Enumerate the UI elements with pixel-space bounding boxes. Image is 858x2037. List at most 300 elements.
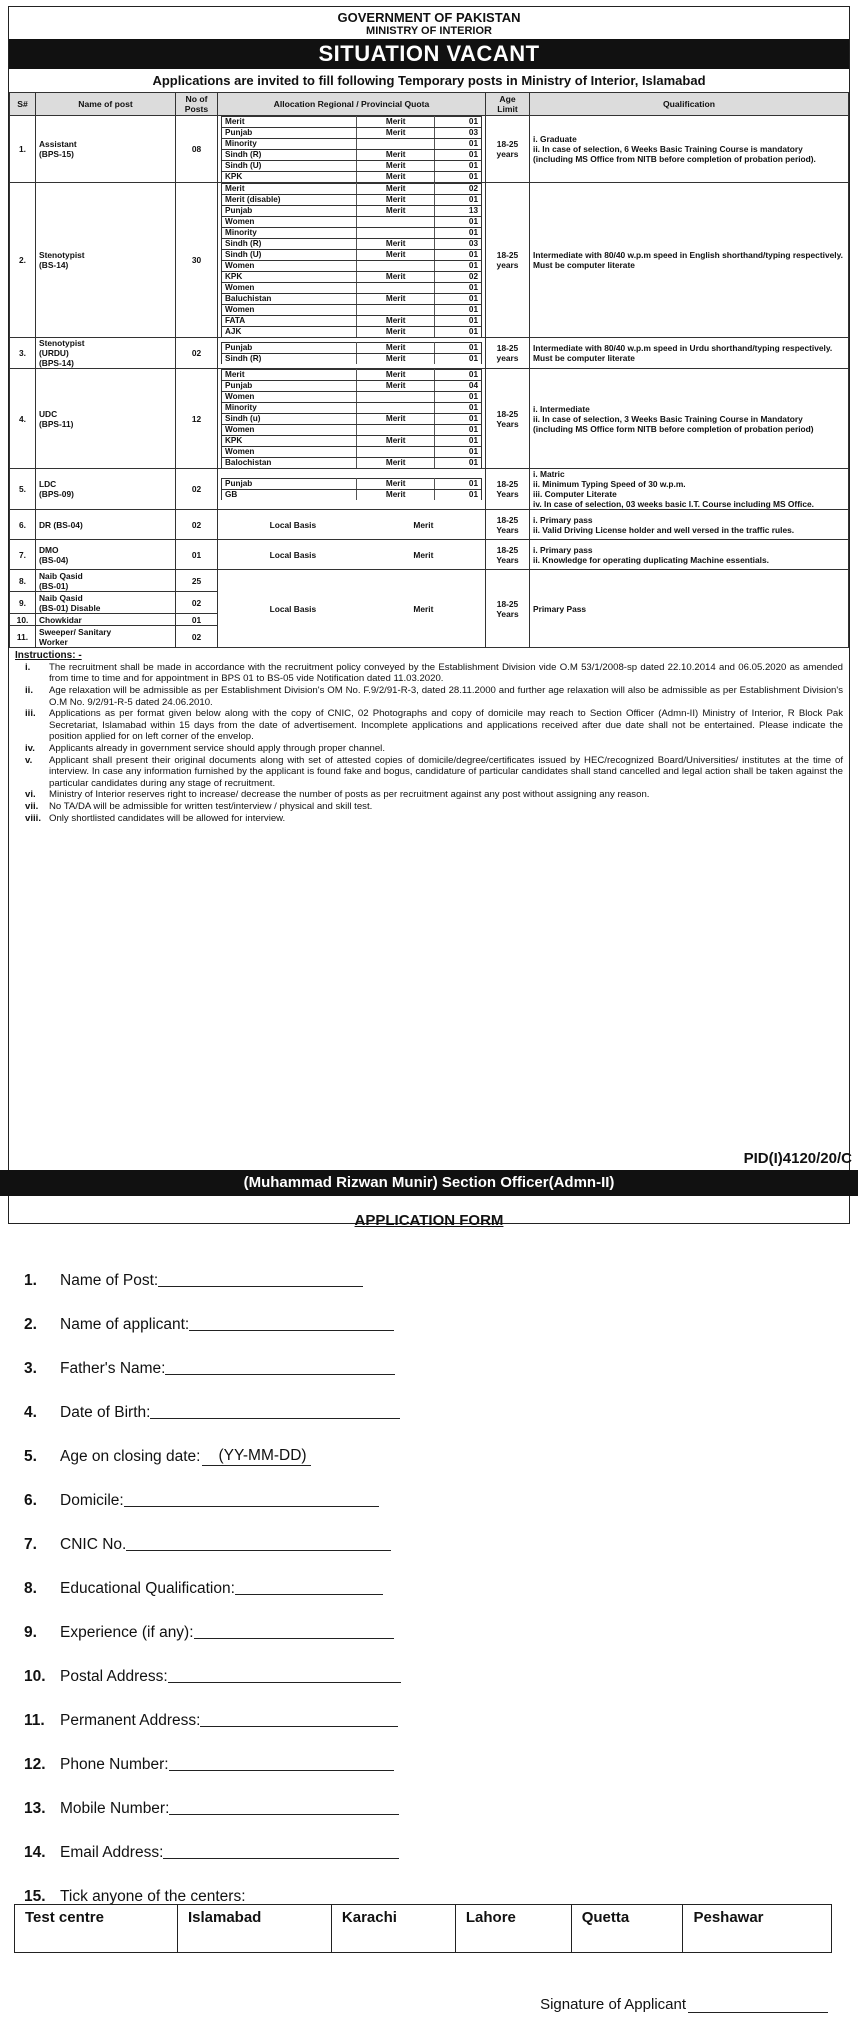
form-field-row xyxy=(24,1246,824,1290)
form-field-number: 9. xyxy=(24,1624,37,1641)
post-sn: 3. xyxy=(10,338,36,369)
post-row xyxy=(10,469,849,510)
allocation-count: 03 xyxy=(435,239,482,250)
post-count: 01 xyxy=(176,540,218,570)
allocation-region: Sindh (u) xyxy=(222,414,357,425)
form-field-label: Experience (if any): xyxy=(60,1624,194,1641)
instruction-item xyxy=(15,685,843,708)
instruction-item xyxy=(15,662,843,685)
allocation-count: 01 xyxy=(435,490,482,501)
post-sn: 8. xyxy=(10,570,36,592)
allocation-region: Women xyxy=(222,447,357,458)
allocation-basis: Merit xyxy=(357,184,435,195)
post-sn: 11. xyxy=(10,626,36,648)
allocation-count: 01 xyxy=(435,479,482,490)
allocation-count: 03 xyxy=(435,128,482,139)
post-count: 02 xyxy=(176,626,218,648)
form-field-label: Permanent Address: xyxy=(60,1712,201,1729)
allocation-line xyxy=(222,327,482,338)
instruction-item xyxy=(15,789,843,801)
posts-table xyxy=(9,92,849,648)
allocation-local: Local Basis xyxy=(269,549,317,560)
instruction-text: Ministry of Interior reserves right to increase/ decrease the number of posts as per recruitment against any post without assigning any reason. xyxy=(49,789,650,801)
post-count: 30 xyxy=(176,183,218,338)
allocation-line xyxy=(222,447,482,458)
allocation-region: AJK xyxy=(222,327,357,338)
form-field-row xyxy=(24,1334,824,1378)
allocation-basis xyxy=(357,392,435,403)
allocation-count: 01 xyxy=(435,447,482,458)
form-field-row xyxy=(24,1422,824,1466)
allocation-region: Sindh (U) xyxy=(222,161,357,172)
post-sn: 9. xyxy=(10,592,36,614)
allocation-basis xyxy=(357,261,435,272)
allocation-count: 01 xyxy=(435,250,482,261)
allocation-region: GB xyxy=(222,490,357,501)
post-age: 18-25 Years xyxy=(486,540,530,570)
allocation-local: Local Basis xyxy=(269,519,317,530)
post-row xyxy=(10,116,849,183)
allocation-cell xyxy=(218,570,486,648)
intro-text: Applications are invited to fill following Temporary posts in Ministry of Interior, Islamabad xyxy=(152,73,706,88)
post-count: 02 xyxy=(176,469,218,510)
ministry-heading: MINISTRY OF INTERIOR xyxy=(366,25,492,37)
allocation-line xyxy=(222,305,482,316)
application-form-title: APPLICATION FORM xyxy=(354,1212,504,1229)
allocation-basis: Merit xyxy=(357,436,435,447)
post-sn: 7. xyxy=(10,540,36,570)
form-field-number: 4. xyxy=(24,1404,37,1421)
signature-block xyxy=(540,1996,828,2013)
post-name: Naib Qasid (BS-01) Disable xyxy=(36,592,176,614)
allocation-line xyxy=(222,261,482,272)
centre-option[interactable]: Quetta xyxy=(571,1905,683,1953)
allocation-line xyxy=(222,272,482,283)
allocation-count: 01 xyxy=(435,294,482,305)
allocation-basis: Merit xyxy=(357,381,435,392)
allocation-merit: Merit xyxy=(413,603,434,614)
allocation-basis: Merit xyxy=(357,414,435,425)
allocation-line xyxy=(222,370,482,381)
post-name: LDC (BPS-09) xyxy=(36,469,176,510)
post-age: 18-25 Years xyxy=(486,469,530,510)
post-age: 18-25 years xyxy=(486,116,530,183)
form-field-row xyxy=(24,1818,824,1862)
post-age: 18-25 Years xyxy=(486,369,530,469)
pid-number: PID(I)4120/20/C xyxy=(743,1150,852,1167)
allocation-count: 01 xyxy=(435,370,482,381)
post-age: 18-25 years xyxy=(486,338,530,369)
centre-option[interactable]: Islamabad xyxy=(177,1905,331,1953)
col-posts: No of Posts xyxy=(176,93,218,116)
form-field-input[interactable] xyxy=(235,1581,383,1595)
allocation-count: 01 xyxy=(435,117,482,128)
instruction-number: iv. xyxy=(25,743,35,755)
allocation-basis xyxy=(357,228,435,239)
allocation-basis xyxy=(357,283,435,294)
form-field-row xyxy=(24,1686,824,1730)
form-field-row xyxy=(24,1862,824,1906)
allocation-count: 01 xyxy=(435,217,482,228)
form-field-input[interactable] xyxy=(126,1537,391,1551)
post-name: DR (BS-04) xyxy=(36,510,176,540)
allocation-count: 02 xyxy=(435,184,482,195)
post-age: 18-25 Years xyxy=(486,510,530,540)
centre-option[interactable]: Lahore xyxy=(455,1905,571,1953)
allocation-count: 01 xyxy=(435,458,482,469)
allocation-count: 01 xyxy=(435,161,482,172)
allocation-line xyxy=(222,161,482,172)
allocation-basis xyxy=(357,447,435,458)
allocation-region: Women xyxy=(222,392,357,403)
post-count: 25 xyxy=(176,570,218,592)
form-field-label: Domicile: xyxy=(60,1492,124,1509)
allocation-count: 02 xyxy=(435,272,482,283)
form-field-number: 3. xyxy=(24,1360,37,1377)
allocation-region: Women xyxy=(222,305,357,316)
form-field-number: 14. xyxy=(24,1844,46,1861)
post-sn: 10. xyxy=(10,614,36,626)
allocation-basis: Merit xyxy=(357,458,435,469)
posts-table-header xyxy=(10,93,849,116)
allocation-region: Balochistan xyxy=(222,458,357,469)
col-age: Age Limit xyxy=(486,93,530,116)
col-post: Name of post xyxy=(36,93,176,116)
post-qualification: i. Intermediate ii. In case of selection, 3 Weeks Basic Training Course in Mandatory (including MS Office form NITB before completion of probation period) xyxy=(530,369,849,469)
allocation-line xyxy=(222,343,482,354)
form-field-row xyxy=(24,1378,824,1422)
allocation-region: Punjab xyxy=(222,206,357,217)
form-field-label: Name of applicant: xyxy=(60,1316,190,1333)
allocation-count: 13 xyxy=(435,206,482,217)
allocation-region: Merit xyxy=(222,370,357,381)
form-field-input[interactable] xyxy=(189,1317,394,1331)
allocation-region: Merit xyxy=(222,117,357,128)
allocation-basis: Merit xyxy=(357,239,435,250)
allocation-line xyxy=(222,392,482,403)
allocation-basis: Merit xyxy=(357,272,435,283)
allocation-region: KPK xyxy=(222,272,357,283)
instructions-list xyxy=(15,662,843,824)
allocation-basis: Merit xyxy=(357,294,435,305)
post-qualification: i. Primary pass ii. Knowledge for operating duplicating Machine essentials. xyxy=(530,540,849,570)
form-field-number: 6. xyxy=(24,1492,37,1509)
allocation-cell xyxy=(218,469,486,510)
allocation-region: Merit (disable) xyxy=(222,195,357,206)
form-field-number: 8. xyxy=(24,1580,37,1597)
form-field-label: Name of Post: xyxy=(60,1272,159,1289)
form-field-number: 7. xyxy=(24,1536,37,1553)
instructions xyxy=(9,648,849,824)
instructions-title: Instructions: - xyxy=(15,650,82,662)
form-field-label: Mobile Number: xyxy=(60,1800,170,1817)
allocation-basis: Merit xyxy=(357,343,435,354)
allocation-basis: Merit xyxy=(357,316,435,327)
form-field-row xyxy=(24,1466,824,1510)
allocation-region: Minority xyxy=(222,403,357,414)
post-count: 12 xyxy=(176,369,218,469)
col-sn: S# xyxy=(10,93,36,116)
allocation-line xyxy=(222,490,482,501)
allocation-region: Punjab xyxy=(222,479,357,490)
allocation-line xyxy=(222,250,482,261)
allocation-count: 01 xyxy=(435,195,482,206)
allocation-count: 01 xyxy=(435,425,482,436)
post-count: 01 xyxy=(176,614,218,626)
allocation-basis: Merit xyxy=(357,490,435,501)
centre-option[interactable]: Peshawar xyxy=(683,1905,832,1953)
posts-table-body xyxy=(10,116,849,648)
government-heading: GOVERNMENT OF PAKISTAN xyxy=(337,10,521,25)
form-field-label: Age on closing date: xyxy=(60,1448,201,1465)
allocation-cell xyxy=(218,183,486,338)
form-field-row xyxy=(24,1290,824,1334)
post-name: UDC (BPS-11) xyxy=(36,369,176,469)
post-count: 02 xyxy=(176,592,218,614)
instruction-item xyxy=(15,743,843,755)
form-field-number: 5. xyxy=(24,1448,37,1465)
post-name: Chowkidar xyxy=(36,614,176,626)
allocation-basis xyxy=(357,139,435,150)
signature-line[interactable] xyxy=(688,1999,828,2013)
form-field-number: 13. xyxy=(24,1800,46,1817)
form-field-input[interactable] xyxy=(163,1845,399,1859)
form-field-input[interactable] xyxy=(194,1625,394,1639)
post-name: Stenotypist (BS-14) xyxy=(36,183,176,338)
post-age: 18-25 years xyxy=(486,183,530,338)
allocation-basis: Merit xyxy=(357,354,435,365)
form-field-row xyxy=(24,1554,824,1598)
allocation-cell xyxy=(218,116,486,183)
form-field-row xyxy=(24,1598,824,1642)
post-sn: 1. xyxy=(10,116,36,183)
allocation-basis xyxy=(357,305,435,316)
post-row xyxy=(10,570,849,592)
post-count: 02 xyxy=(176,338,218,369)
post-qualification: Intermediate with 80/40 w.p.m speed in Urdu shorthand/typing respectively. Must be computer literate xyxy=(530,338,849,369)
allocation-region: Merit xyxy=(222,184,357,195)
allocation-line xyxy=(222,436,482,447)
post-row xyxy=(10,183,849,338)
allocation-line xyxy=(222,139,482,150)
centre-option[interactable]: Karachi xyxy=(331,1905,455,1953)
form-field-row xyxy=(24,1730,824,1774)
post-qualification: Primary Pass xyxy=(530,570,849,648)
instruction-text: Applicants already in government service should apply through proper channel. xyxy=(49,743,385,755)
allocation-region: KPK xyxy=(222,436,357,447)
allocation-count: 01 xyxy=(435,305,482,316)
allocation-cell xyxy=(218,369,486,469)
allocation-line xyxy=(222,381,482,392)
allocation-region: KPK xyxy=(222,172,357,183)
instruction-number: iii. xyxy=(25,708,36,720)
allocation-count: 01 xyxy=(435,283,482,294)
allocation-basis: Merit xyxy=(357,150,435,161)
allocation-line xyxy=(222,128,482,139)
form-field-input[interactable] xyxy=(169,1801,399,1815)
post-age: 18-25 Years xyxy=(486,570,530,648)
allocation-region: Minority xyxy=(222,228,357,239)
instruction-number: ii. xyxy=(25,685,33,697)
allocation-region: Baluchistan xyxy=(222,294,357,305)
instruction-item xyxy=(15,801,843,813)
allocation-count: 01 xyxy=(435,172,482,183)
allocation-line xyxy=(222,425,482,436)
form-field-row xyxy=(24,1510,824,1554)
allocation-count: 01 xyxy=(435,316,482,327)
form-field-number: 11. xyxy=(24,1712,45,1729)
allocation-line xyxy=(222,316,482,327)
allocation-basis: Merit xyxy=(357,479,435,490)
allocation-count: 01 xyxy=(435,261,482,272)
instruction-number: viii. xyxy=(25,812,41,824)
allocation-region: Women xyxy=(222,283,357,294)
instruction-number: vi. xyxy=(25,789,36,801)
test-centre-label: Test centre xyxy=(15,1905,178,1953)
allocation-region: Punjab xyxy=(222,381,357,392)
allocation-line xyxy=(222,150,482,161)
allocation-region: Sindh (R) xyxy=(222,239,357,250)
post-name: Assistant (BPS-15) xyxy=(36,116,176,183)
post-sn: 5. xyxy=(10,469,36,510)
allocation-basis: Merit xyxy=(357,206,435,217)
form-field-row xyxy=(24,1774,824,1818)
instruction-item xyxy=(15,755,843,790)
post-qualification: i. Matric ii. Minimum Typing Speed of 30 w.p.m. iii. Computer Literate iv. In case of selection, 03 weeks basic I.T. Course including MS Office. xyxy=(530,469,849,510)
form-field-input[interactable] xyxy=(165,1361,395,1375)
form-field-number: 15. xyxy=(24,1888,46,1905)
col-allocation: Allocation Regional / Provincial Quota xyxy=(218,93,486,116)
post-name: Naib Qasid (BS-01) xyxy=(36,570,176,592)
allocation-line xyxy=(222,239,482,250)
post-sn: 6. xyxy=(10,510,36,540)
allocation-line xyxy=(222,217,482,228)
allocation-region: Minority xyxy=(222,139,357,150)
allocation-count: 01 xyxy=(435,343,482,354)
allocation-basis: Merit xyxy=(357,195,435,206)
post-sn: 2. xyxy=(10,183,36,338)
instruction-number: v. xyxy=(25,754,33,766)
application-form xyxy=(24,1246,824,1906)
post-row xyxy=(10,369,849,469)
allocation-basis xyxy=(357,403,435,414)
allocation-line xyxy=(222,354,482,365)
allocation-basis: Merit xyxy=(357,161,435,172)
signature-label: Signature of Applicant xyxy=(540,1996,686,2013)
officer-banner: (Muhammad Rizwan Munir) Section Officer(Admn-II) xyxy=(0,1170,858,1196)
allocation-basis: Merit xyxy=(357,172,435,183)
instruction-text: The recruitment shall be made in accordance with the recruitment policy conveyed by the Establishment Division vide O.M 53/1/2008-sp dated 22.10.2014 and 06.05.2020 as amended from time to time and for appointment in BPS 01 to BS-05 vide Notification dated 11.03.2020. xyxy=(49,661,843,685)
vacancy-notice xyxy=(8,6,850,1224)
form-field-label: Father's Name: xyxy=(60,1360,166,1377)
allocation-region: Sindh (U) xyxy=(222,250,357,261)
allocation-cell xyxy=(218,338,486,369)
form-field-input[interactable] xyxy=(169,1757,394,1771)
allocation-line xyxy=(222,206,482,217)
post-row xyxy=(10,338,849,369)
instruction-text: Only shortlisted candidates will be allowed for interview. xyxy=(49,812,286,824)
test-centres-table xyxy=(14,1904,832,1953)
allocation-region: Women xyxy=(222,425,357,436)
allocation-basis: Merit xyxy=(357,370,435,381)
allocation-line xyxy=(222,117,482,128)
allocation-count: 01 xyxy=(435,327,482,338)
form-field-hint: (YY-MM-DD) xyxy=(202,1447,310,1466)
form-field-label: Postal Address: xyxy=(60,1668,168,1685)
form-field-row xyxy=(24,1642,824,1686)
form-field-input[interactable] xyxy=(158,1273,363,1287)
allocation-basis: Merit xyxy=(357,250,435,261)
form-field-number: 1. xyxy=(24,1272,37,1289)
allocation-count: 01 xyxy=(435,436,482,447)
allocation-cell xyxy=(218,540,486,570)
instruction-text: No TA/DA will be admissible for written test/interview / physical and skill test. xyxy=(49,801,373,812)
allocation-region: FATA xyxy=(222,316,357,327)
allocation-region: Sindh (R) xyxy=(222,150,357,161)
allocation-count: 01 xyxy=(435,150,482,161)
post-qualification: i. Graduate ii. In case of selection, 6 Weeks Basic Training Course is mandatory (including MS Office from NITB before completion of probation period). xyxy=(530,116,849,183)
allocation-cell xyxy=(218,510,486,540)
allocation-region: Sindh (R) xyxy=(222,354,357,365)
form-field-number: 2. xyxy=(24,1316,37,1333)
allocation-line xyxy=(222,228,482,239)
allocation-region: Women xyxy=(222,261,357,272)
allocation-line xyxy=(222,195,482,206)
form-field-label: Tick anyone of the centers: xyxy=(60,1888,246,1905)
allocation-line xyxy=(222,172,482,183)
form-field-label: Phone Number: xyxy=(60,1756,169,1773)
post-row xyxy=(10,510,849,540)
col-qualification: Qualification xyxy=(530,93,849,116)
post-sn: 4. xyxy=(10,369,36,469)
situation-vacant-banner: SITUATION VACANT xyxy=(9,39,849,69)
allocation-merit: Merit xyxy=(413,519,434,530)
instruction-text: Applications as per format given below along with the copy of CNIC, 02 Photographs and copy of domicile may reach to Section Officer (Admn-II) Ministry of Interior, R Block Pak Secretariat, Islamabad within 15 days from the date of advertisement. Incomplete applications and applications received after due date shall not be entertained. Please indicate the position applied for on left corner of the envelop. xyxy=(49,708,843,743)
post-qualification: Intermediate with 80/40 w.p.m speed in English shorthand/typing respectively. Must be computer literate xyxy=(530,183,849,338)
allocation-line xyxy=(222,414,482,425)
allocation-line xyxy=(222,184,482,195)
post-row xyxy=(10,540,849,570)
form-field-label: Educational Qualification: xyxy=(60,1580,235,1597)
instruction-text: Applicant shall present their original documents along with set of attested copies of domicile/degree/certificates issued by HEC/recognized Board/Universities/ institutes at the time of interview. In case any information furnished by the applicant is found fake and bogus, candidature of particular candidates shall stand cancelled and legal action shall be taken against the particular candidates during any stage of recruitment. xyxy=(49,754,843,789)
test-centres-row xyxy=(15,1905,832,1953)
form-field-input[interactable] xyxy=(150,1405,400,1419)
allocation-region: Punjab xyxy=(222,128,357,139)
instruction-item xyxy=(15,708,843,743)
form-field-label: Date of Birth: xyxy=(60,1404,151,1421)
allocation-line xyxy=(222,458,482,469)
form-field-number: 12. xyxy=(24,1756,46,1773)
allocation-merit: Merit xyxy=(413,549,434,560)
allocation-region: Punjab xyxy=(222,343,357,354)
instruction-item xyxy=(15,813,843,825)
post-name: Sweeper/ Sanitary Worker xyxy=(36,626,176,648)
allocation-line xyxy=(222,479,482,490)
instruction-number: i. xyxy=(25,661,31,673)
allocation-basis: Merit xyxy=(357,327,435,338)
instruction-text: Age relaxation will be admissible as per Establishment Division's OM No. F.9/2/91-R-3, dated 28.11.2000 and further age relaxation will also be admissible as per Establishment Division's O.M No. 9/2/91-R-5 dated 24.06.2010. xyxy=(49,685,843,708)
allocation-count: 01 xyxy=(435,414,482,425)
allocation-basis: Merit xyxy=(357,117,435,128)
allocation-line xyxy=(222,283,482,294)
form-field-label: Email Address: xyxy=(60,1844,164,1861)
allocation-local: Local Basis xyxy=(269,603,317,614)
form-field-input[interactable] xyxy=(124,1493,379,1507)
allocation-basis xyxy=(357,425,435,436)
form-field-input[interactable] xyxy=(200,1713,398,1727)
allocation-line xyxy=(222,403,482,414)
form-field-input[interactable] xyxy=(168,1669,401,1683)
